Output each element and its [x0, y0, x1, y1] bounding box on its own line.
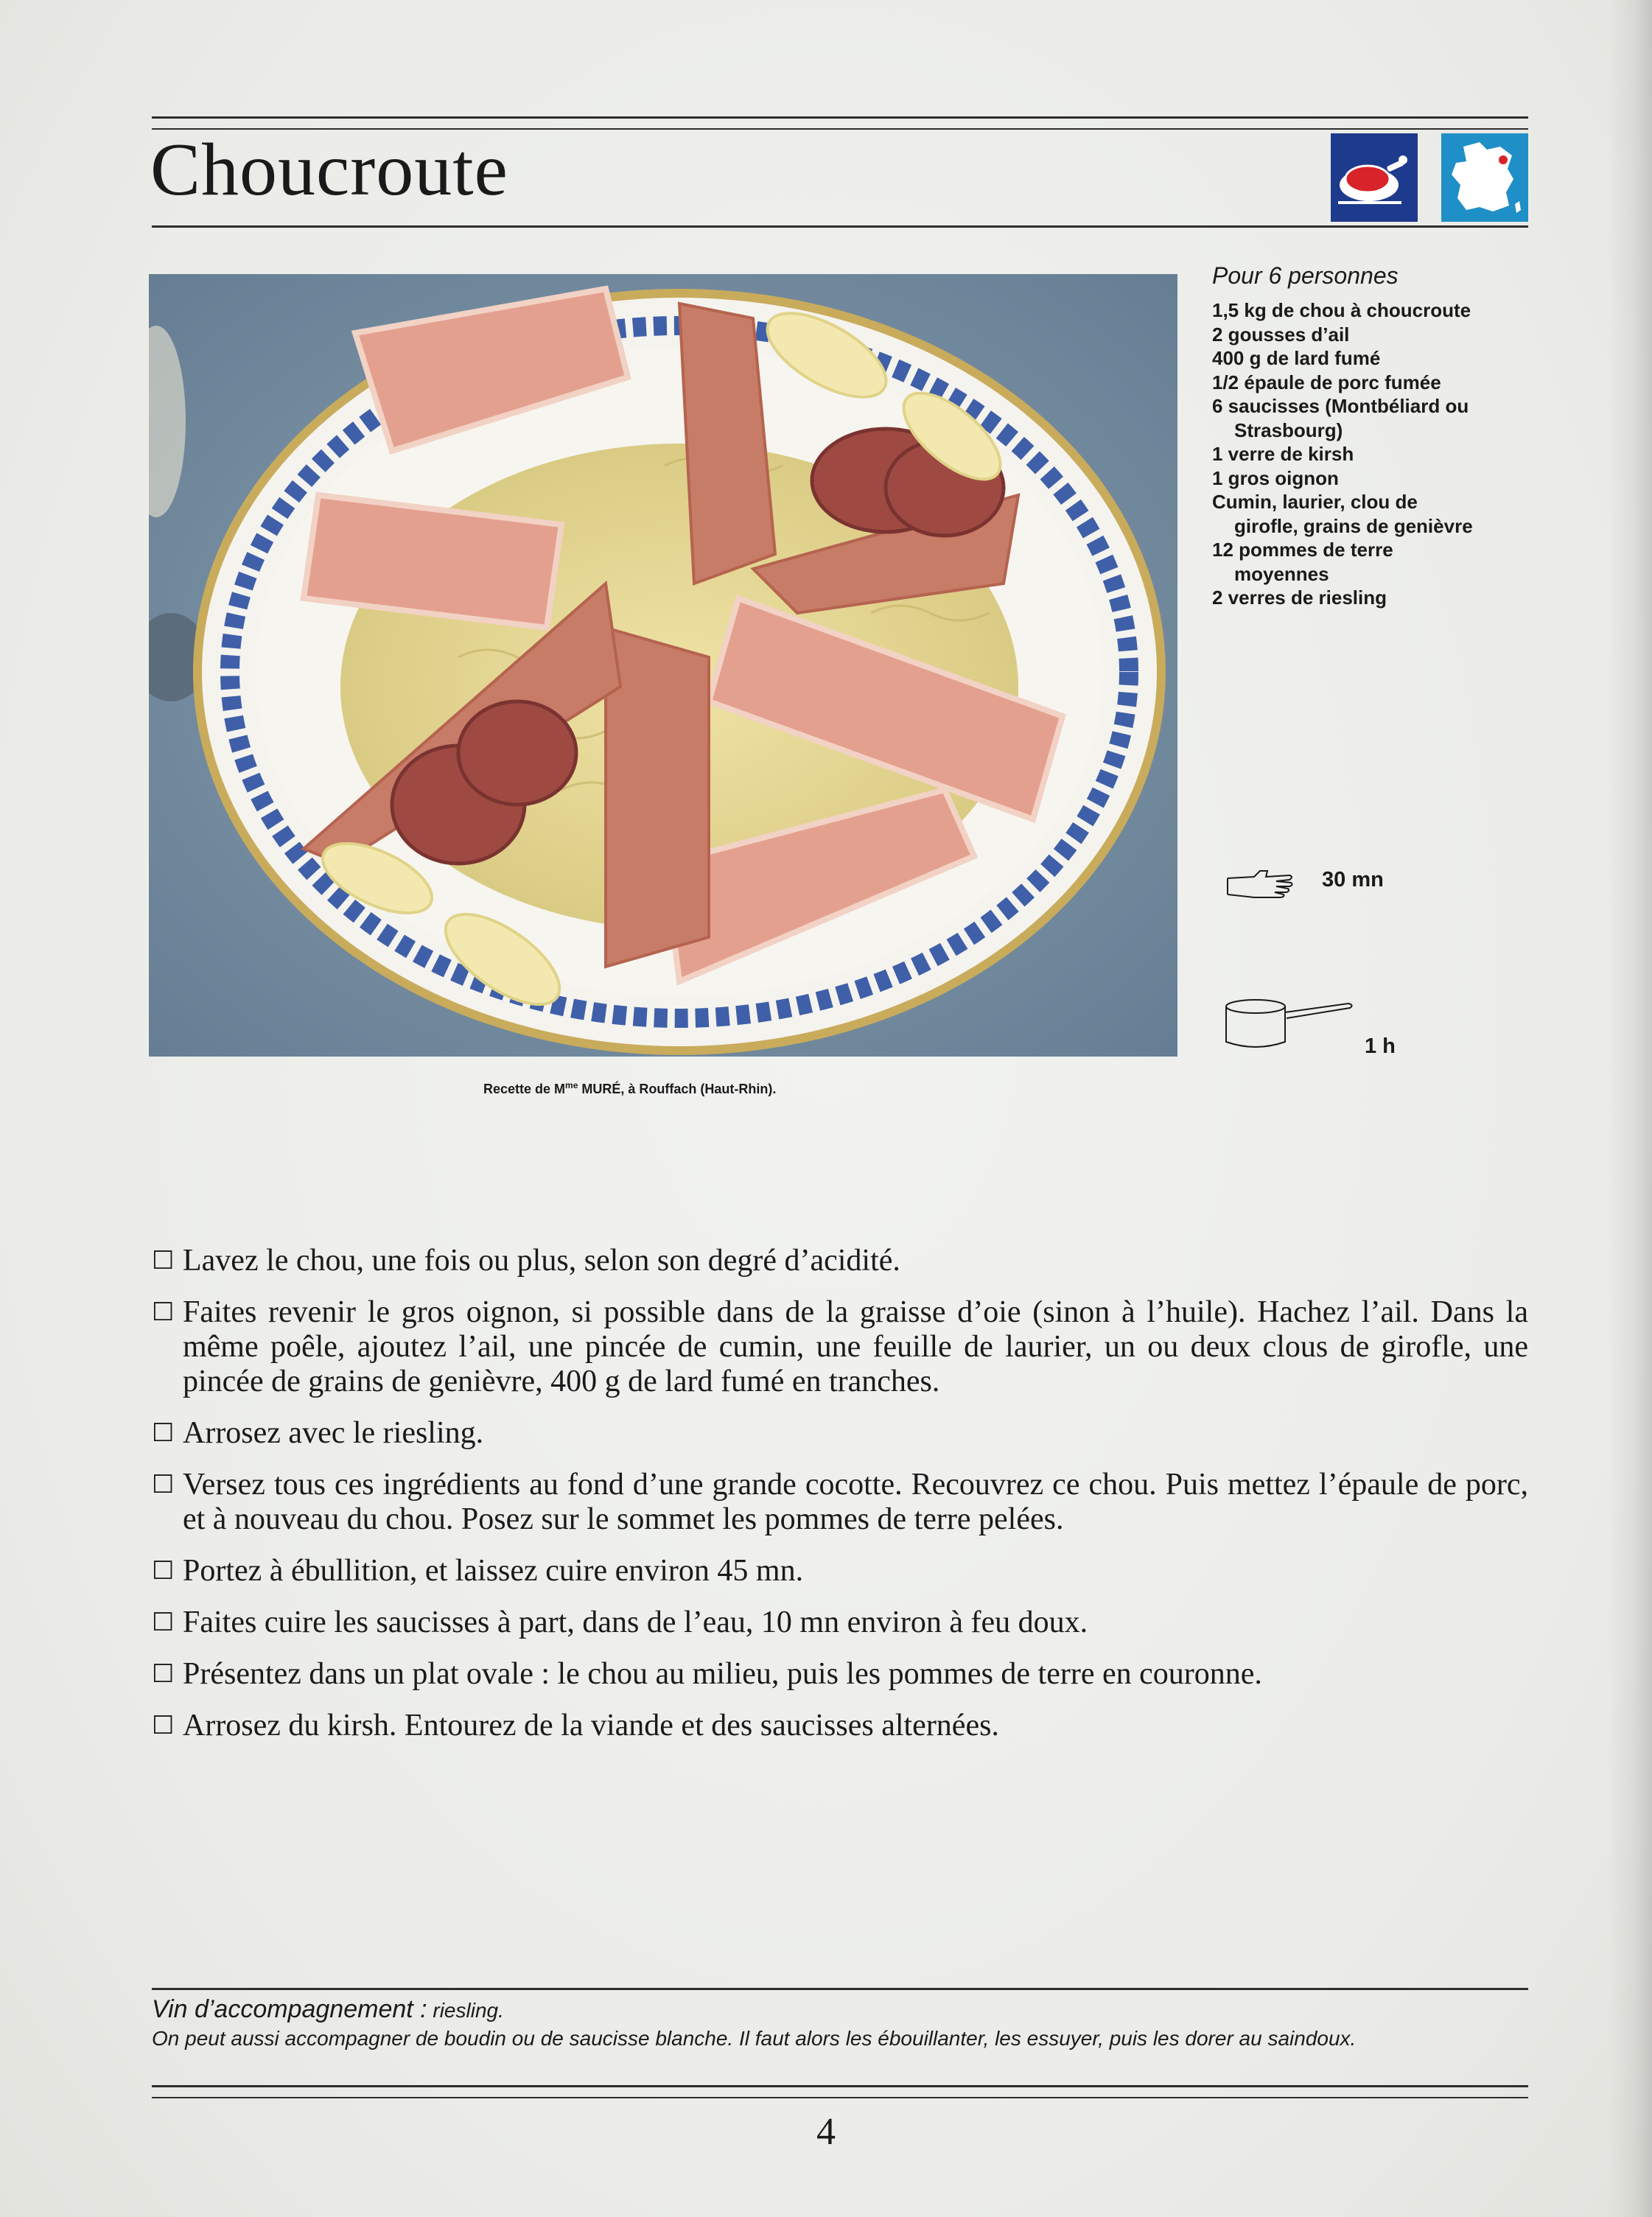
instruction-text: Présentez dans un plat ovale : le chou au milieu, puis les pommes de terre en couronne.: [183, 1657, 1262, 1691]
wine-note: On peut aussi accompagner de boudin ou de saucisse blanche. Il faut alors les ébouillanter, les essuyer, puis les dorer au saindoux.: [152, 2027, 1357, 2050]
ingredient-item: 1 gros oignon: [1212, 466, 1339, 489]
wine-label: Vin d’accompagnement :: [152, 1995, 427, 2023]
page-number: 4: [816, 2111, 836, 2153]
footer-rule-bottom: [152, 2085, 1528, 2087]
instruction-text: Lavez le chou, une fois ou plus, selon son degré d’acidité.: [183, 1244, 900, 1278]
header-rule-top: [152, 116, 1528, 119]
instruction-text: Versez tous ces ingrédients au fond d’une grande cocotte. Recouvrez ce chou. Puis mettez l’épaule de porc, et à nouveau du chou. Posez sur le sommet les pommes de terre pelées.: [183, 1468, 1528, 1536]
instruction-text: Arrosez du kirsh. Entourez de la viande et des saucisses alternées.: [183, 1709, 999, 1743]
recipe-title: Choucroute: [150, 128, 508, 211]
instruction-text: Faites revenir le gros oignon, si possible dans de la graisse d’oie (sinon à l’huile). Hachez l’ail. Dans la même poêle, ajoutez l’ail, une pincée de cumin, une feuille de laurier, un ou deux clous de girofle, une pincée de grains de genièvre, 400 g de lard fumé en tranches.: [183, 1295, 1528, 1398]
ingredient-item-continued: girofle, grains de genièvre: [1234, 514, 1473, 537]
hand-prep-icon: [1225, 862, 1298, 903]
cook-time: 1 h: [1365, 1034, 1396, 1058]
checkbox-icon: ☐: [152, 1418, 175, 1448]
instruction-step: [152, 1657, 1528, 1692]
checkbox-icon: ☐: [152, 1246, 175, 1275]
ingredient-item: Cumin, laurier, clou de: [1212, 491, 1418, 513]
meat-category-icon: [1331, 133, 1418, 222]
instruction-step: [152, 1416, 1528, 1451]
instruction-step: [152, 1709, 1528, 1743]
ingredient-item: 400 g de lard fumé: [1212, 347, 1381, 369]
ingredient-item: 2 gousses d’ail: [1212, 323, 1350, 346]
ingredient-list: [1212, 298, 1473, 610]
instruction-step: [152, 1244, 1528, 1278]
checkbox-icon: ☐: [152, 1659, 175, 1689]
caption-prefix: Recette de M: [483, 1082, 566, 1096]
ingredient-item: 12 pommes de terre: [1212, 539, 1393, 561]
wine-pairing: [152, 1994, 1528, 2050]
checkbox-icon: ☐: [152, 1556, 175, 1586]
ingredient-item: 2 verres de riesling: [1212, 586, 1387, 609]
ingredient-item: 1/2 épaule de porc fumée: [1212, 371, 1441, 393]
checkbox-icon: ☐: [152, 1711, 175, 1740]
footer-rule-top: [152, 1988, 1528, 1990]
header-rule-bottom: [152, 225, 1528, 228]
checkbox-icon: ☐: [152, 1297, 175, 1327]
instruction-step: [152, 1605, 1528, 1640]
ingredient-item: 6 saucisses (Montbéliard ou: [1212, 395, 1469, 417]
saucepan-cook-icon: [1223, 996, 1356, 1059]
instruction-step: [152, 1554, 1528, 1589]
prep-time: 30 mn: [1322, 868, 1384, 892]
instruction-text: Arrosez avec le riesling.: [183, 1416, 484, 1450]
caption-superscript: me: [565, 1080, 578, 1090]
france-map-icon: [1441, 133, 1528, 222]
instruction-step: [152, 1468, 1528, 1537]
ingredient-item-continued: Strasbourg): [1234, 418, 1343, 441]
caption-suffix: MURÉ, à Rouffach (Haut-Rhin).: [578, 1082, 777, 1096]
ingredient-item: 1 verre de kirsh: [1212, 443, 1354, 465]
instruction-step: [152, 1295, 1528, 1399]
ingredient-item-continued: moyennes: [1234, 562, 1329, 585]
instruction-text: Faites cuire les saucisses à part, dans de l’eau, 10 mn environ à feu doux.: [183, 1605, 1088, 1639]
footer-rule-bottom-inner: [152, 2097, 1528, 2098]
page-spine-shadow: [1608, 0, 1652, 2217]
wine-value: riesling.: [427, 1999, 504, 2022]
instructions: [152, 1244, 1528, 1760]
choucroute-dish-photo: [149, 274, 1177, 1057]
photo-caption: [483, 1080, 776, 1097]
checkbox-icon: ☐: [152, 1608, 175, 1637]
checkbox-icon: ☐: [152, 1470, 175, 1499]
ingredient-item: 1,5 kg de chou à choucroute: [1212, 299, 1471, 321]
servings-label: Pour 6 personnes: [1212, 262, 1399, 289]
instruction-text: Portez à ébullition, et laissez cuire environ 45 mn.: [183, 1554, 804, 1588]
